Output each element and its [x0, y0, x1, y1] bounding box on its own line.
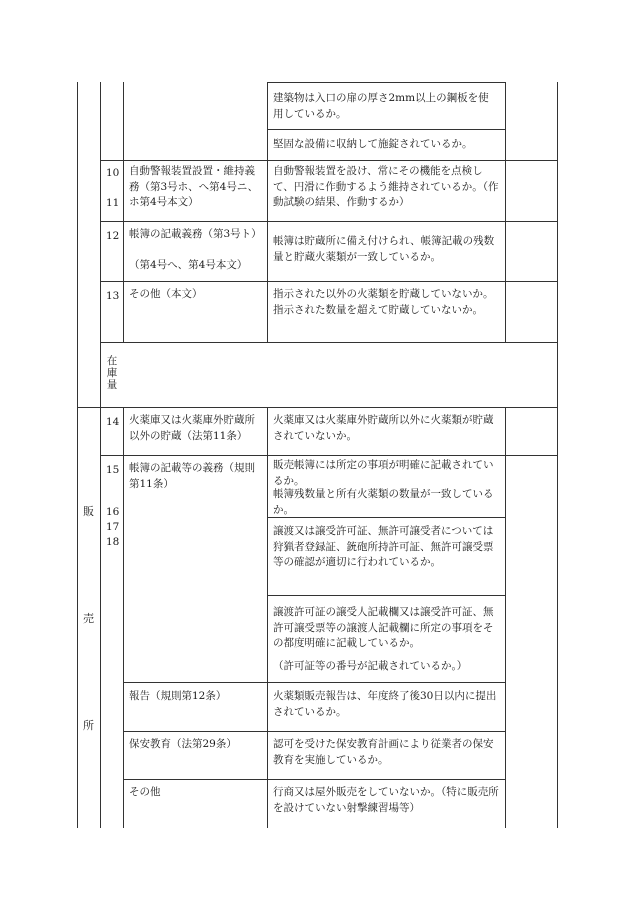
rule-right-outer — [557, 82, 558, 828]
item-safety-education: 保安教育（法第29条） — [129, 738, 237, 750]
item-ledger-duty: 帳簿の記載義務（第3号ト） — [129, 228, 262, 240]
section-char-bai: 売 — [83, 612, 94, 625]
rule-left-outer — [77, 82, 78, 828]
item-report: 報告（規則第12条） — [129, 690, 227, 702]
row-number-15: 15 — [106, 464, 120, 476]
rule-item-lower — [267, 407, 268, 828]
rule-r15-top — [100, 455, 557, 456]
zaiko-char: 量 — [106, 379, 118, 391]
check-door-steel: 建築物は入口の扉の厚さ2mm以上の鋼板を使用しているか。 — [273, 92, 489, 120]
rule-item — [267, 82, 268, 342]
section-char-sho: 所 — [83, 719, 94, 732]
row-number-13: 13 — [106, 290, 120, 302]
check-sales-ledger: 販売帳簿には所定の事項が明確に記載されているか。 — [273, 459, 494, 487]
rule-zaiko-top — [100, 342, 557, 343]
check-other-main: 指示された以外の火薬類を貯蔵していないか。指示された数量を超えて貯蔵していないか。 — [273, 288, 494, 316]
rule-r15-split2 — [267, 595, 505, 596]
row-number-18: 18 — [106, 536, 120, 548]
check-ledger-stock: 帳簿は貯蔵所に備え付けられ、帳簿記載の残数量と貯蔵火薬類が一致しているか。 — [273, 235, 495, 263]
item-other-main: その他（本文） — [129, 288, 203, 300]
rule-num — [123, 82, 124, 342]
zaiko-char: 在 — [106, 355, 118, 367]
row-number-14: 14 — [106, 416, 120, 428]
item-ledger-duty-ref: （第4号へ、第4号本文） — [129, 259, 248, 271]
check-locked-storage: 堅固な設備に収納して施錠されているか。 — [273, 138, 473, 150]
check-permit-number: （許可証等の番号が記載されているか。） — [273, 660, 468, 672]
check-storage-outside: 火薬庫又は火薬庫外貯蔵所以外に火薬類が貯蔵されていないか。 — [273, 414, 494, 442]
rule-other-top — [123, 779, 505, 780]
rule-section-top — [77, 407, 557, 408]
zaiko-char: 庫 — [106, 367, 118, 379]
section-char-han: 販 — [83, 505, 94, 518]
check-report: 火薬類販売報告は、年度終了後30日以内に提出されているか。 — [273, 690, 497, 718]
row-number-16: 16 — [106, 506, 120, 518]
rule-report-top — [123, 682, 505, 683]
item-sales-ledger: 帳簿の記載等の義務（規則第11条） — [129, 462, 255, 490]
rule-check-right-lower — [505, 407, 506, 828]
row-number-12: 12 — [106, 230, 120, 242]
rule-r13-top — [100, 281, 557, 282]
item-other-sales: その他 — [129, 786, 161, 798]
item-storage-outside: 火薬庫又は火薬庫外貯蔵所以外の貯蔵（法第11条） — [129, 414, 255, 442]
check-permit-verify: 譲渡又は譲受許可証、無許可譲受者については狩猟者登録証、銃砲所持許可証、無許可譲受票等の確認が適切に行われているか。 — [273, 525, 494, 568]
check-alarm: 自動警報装置を設け、常にその機能を点検して、円滑に作動するよう維持されているか。（作動試験の結果、作動するか） — [273, 165, 499, 208]
check-other-sales: 行商又は屋外販売をしていないか。（特に販売所を設けていない射撃練習場等） — [273, 786, 499, 814]
rule-num-lower — [123, 407, 124, 828]
rule-r1-split — [267, 129, 505, 130]
row-number-10: 10 — [106, 167, 120, 179]
rule-r12-top — [100, 221, 557, 222]
row-number-17: 17 — [106, 521, 120, 533]
item-alarm: 自動警報装置設置・維持義務（第3号ホ、へ第4号ニ、ホ第4号本文） — [129, 165, 259, 208]
rule-r10-top — [100, 160, 557, 161]
rule-safety-top — [123, 731, 505, 732]
check-permit-record: 譲渡許可証の譲受人記載欄又は譲受許可証、無許可譲受票等の譲渡人記載欄に所定の事項をその都度明確に記載しているか。 — [273, 606, 494, 649]
rule-top — [267, 82, 505, 83]
row-number-11: 11 — [106, 197, 120, 209]
check-ledger-count: 帳簿残数量と所有火薬類の数量が一致しているか。 — [273, 488, 494, 516]
rule-check-right — [505, 82, 506, 342]
zaiko-label — [106, 355, 118, 391]
check-safety-education: 認可を受けた保安教育計画により従業者の保安教育を実施しているか。 — [273, 738, 494, 766]
